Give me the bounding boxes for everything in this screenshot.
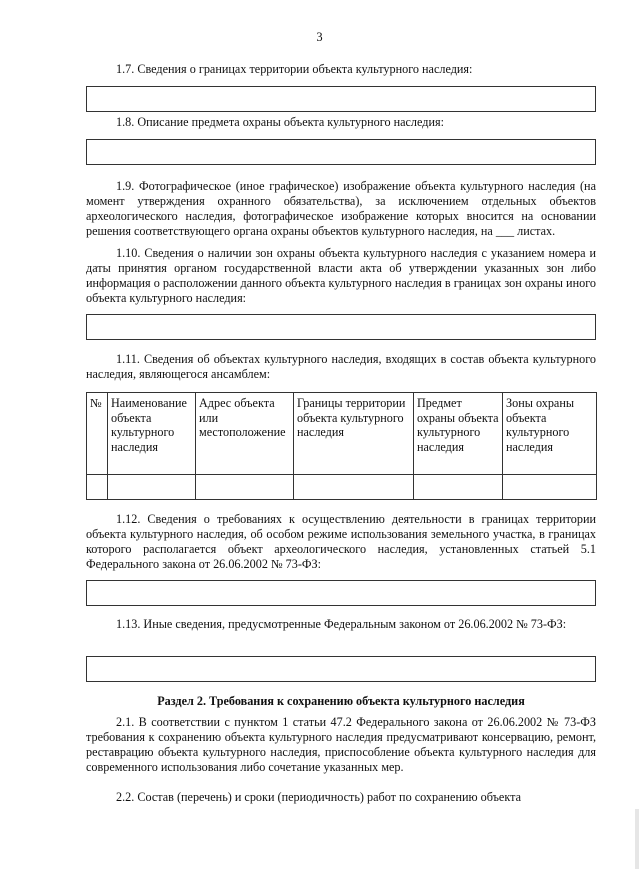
section-1-11-text: 1.11. Сведения об объектах культурного наследия, входящих в состав объекта культурного наследия, являющегося ансамблем:: [86, 352, 596, 381]
table-header-boundaries: Границы территории объекта культурного наследия: [294, 393, 414, 475]
ensemble-objects-table: [86, 392, 597, 500]
table-row: [87, 475, 597, 500]
section-1-8-heading: 1.8. Описание предмета охраны объекта культурного наследия:: [116, 115, 444, 129]
table-header-address: Адрес объекта или местоположение: [196, 393, 294, 475]
table-header-number: №: [87, 393, 108, 475]
page-number: 3: [316, 30, 323, 44]
section-1-7-heading: 1.7. Сведения о границах территории объекта культурного наследия:: [116, 62, 473, 76]
table-cell-number[interactable]: [87, 475, 108, 500]
section-1-9-text: 1.9. Фотографическое (иное графическое) изображение объекта культурного наследия (на момент утверждения охранного обязательства), за исключением отдельных объектов археологического наследия, фотографическое изображение которых вносится на основании решения соответствующего органа охраны объектов культурного наследия, на ___ листах.: [86, 179, 596, 238]
section-1-13-text: 1.13. Иные сведения, предусмотренные Федеральным законом от 26.06.2002 № 73-ФЗ:: [116, 617, 567, 631]
section-1-8-field[interactable]: [86, 139, 596, 165]
table-header-protection-zones: Зоны охраны объекта культурного наследия: [503, 393, 597, 475]
table-header-row: [87, 393, 597, 475]
table-header-name: Наименование объекта культурного наследия: [108, 393, 196, 475]
table-cell-protection-zones[interactable]: [503, 475, 597, 500]
section-1-7-field[interactable]: [86, 86, 596, 112]
section-1-10-text: 1.10. Сведения о наличии зон охраны объекта культурного наследия с указанием номера и даты принятия органом государственной власти акта об утверждении указанных зон либо информация о расположении данного объекта культурного наследия в границах зон охраны иного объекта культурного наследия:: [86, 246, 596, 305]
section-1-12-text: 1.12. Сведения о требованиях к осуществлению деятельности в границах территории объекта культурного наследия, об особом режиме использования земельного участка, в границах которого располагается объект археологического наследия, установленных статьей 5.1 Федерального закона от 26.06.2002 № 73-ФЗ:: [86, 512, 596, 571]
section-1-10-field[interactable]: [86, 314, 596, 340]
section-2-2-text: 2.2. Состав (перечень) и сроки (периодичность) работ по сохранению объекта: [116, 790, 521, 804]
section-1-13-field[interactable]: [86, 656, 596, 682]
scan-edge-shadow: [635, 809, 639, 869]
section-1-12-field[interactable]: [86, 580, 596, 606]
table-header-protection-subject: Предмет охраны объекта культурного наследия: [414, 393, 503, 475]
table-cell-boundaries[interactable]: [294, 475, 414, 500]
section-2-title: Раздел 2. Требования к сохранению объекта культурного наследия: [157, 694, 525, 708]
table-cell-address[interactable]: [196, 475, 294, 500]
table-cell-name[interactable]: [108, 475, 196, 500]
table-cell-protection-subject[interactable]: [414, 475, 503, 500]
section-2-1-text: 2.1. В соответствии с пунктом 1 статьи 47.2 Федерального закона от 26.06.2002 № 73-ФЗ требования к сохранению объекта культурного наследия предусматривают консервацию, ремонт, реставрацию объекта культурного наследия, приспособление объекта культурного наследия для современного использования либо сочетание указанных мер.: [86, 715, 596, 774]
